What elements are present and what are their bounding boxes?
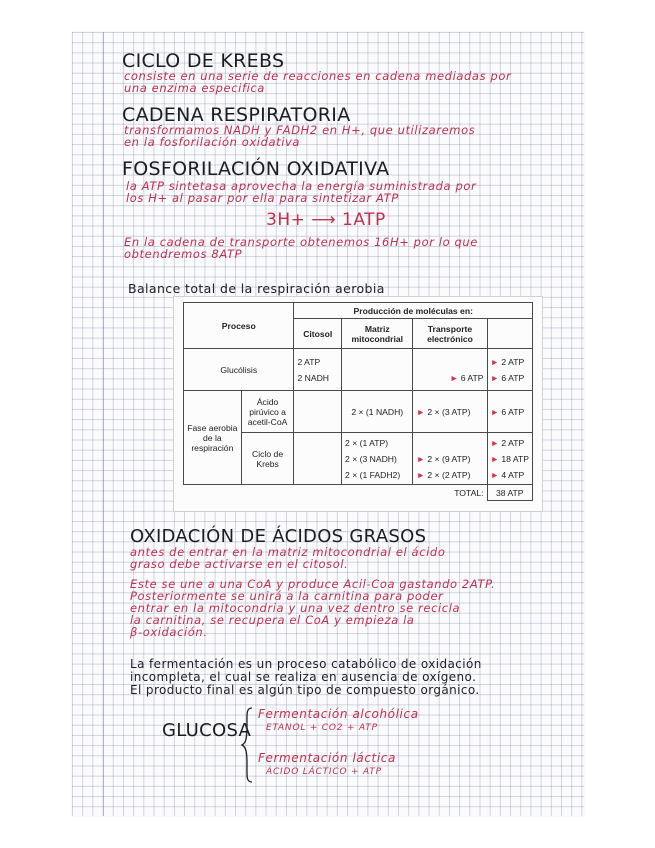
ciclo-matriz-1: 2 × (1 ATP) <box>345 437 389 448</box>
arrow-icon: ► <box>490 372 500 383</box>
cadena-title: CADENA RESPIRATORIA <box>122 104 351 126</box>
glu-matriz <box>342 349 413 391</box>
col-group: Producción de moléculas en: <box>294 303 533 319</box>
acido-total <box>487 391 533 433</box>
balance-table-image <box>173 296 543 512</box>
fosfo-formula: 3H+ ⟶ 1ATP <box>266 210 386 230</box>
arrow-icon: ► <box>490 406 500 417</box>
glu-citosol-nadh: 2 NADH <box>297 372 330 383</box>
oxidacion-text2: Este se une a una CoA y produce Acil-Coa gastando 2ATP. Posteriormente se unirá a la carnitina para poder entrar en la mitocondria y una vez dentro se recicla la carnitina, se recupera el CoA y empieza la β-oxidación. <box>130 577 496 639</box>
fermentacion-text: La fermentación es un proceso catabólico de oxidación incompleta, el cual se realiza en ausencia de oxígeno. El producto final es algún tipo de compuesto orgánico. <box>130 657 482 697</box>
ciclo-transporte <box>413 433 487 485</box>
row-fase: Fase aerobia de la respiración <box>184 391 242 485</box>
total-value: 38 ATP <box>487 485 533 501</box>
glu-transporte <box>413 349 487 391</box>
glu-citosol-atp: 2 ATP <box>297 356 321 367</box>
ciclo-total-1: 2 ATP <box>501 437 525 448</box>
acido-transporte <box>413 391 487 433</box>
row-ciclo: Ciclo de Krebs <box>241 433 294 485</box>
ciclo-total-2: 18 ATP <box>501 453 529 464</box>
krebs-text: consiste en una serie de reacciones en cadena mediadas por una enzima especifica <box>124 69 512 95</box>
branch1-products: ETANOL + CO2 + ATP <box>266 723 378 733</box>
acido-transporte-val: 2 × (3 ATP) <box>427 406 471 417</box>
balance-heading: Balance total de la respiración aerobia <box>128 281 385 296</box>
arrow-icon: ► <box>416 406 425 417</box>
glu-total-1: 2 ATP <box>501 356 525 367</box>
arrow-icon: ► <box>416 469 425 480</box>
fosfo-title: FOSFORILACIÓN OXIDATIVA <box>122 158 390 180</box>
ciclo-transporte-2: 2 × (2 ATP) <box>427 469 471 480</box>
cadena-text: transformamos NADH y FADH2 en H+, que utilizaremos en la fosforilación oxidativa <box>124 123 476 149</box>
col-total <box>487 319 533 349</box>
glu-transporte-atp: 6 ATP <box>460 372 484 383</box>
ciclo-matriz <box>342 433 413 485</box>
ciclo-total-3: 4 ATP <box>501 469 525 480</box>
glucosa-label: GLUCOSA <box>162 720 252 741</box>
acido-matriz: 2 × (1 NADH) <box>342 391 413 433</box>
ciclo-citosol <box>294 433 342 485</box>
col-transporte: Transporte electrónico <box>413 319 487 349</box>
branch2-title: Fermentación láctica <box>258 751 396 765</box>
arrow-icon: ► <box>449 372 459 383</box>
row-acido: Ácido pirúvico a acetil-CoA <box>241 391 294 433</box>
acido-citosol <box>294 391 342 433</box>
col-citosol: Citosol <box>294 319 342 349</box>
ciclo-matriz-2: 2 × (3 NADH) <box>345 453 397 464</box>
acido-total-val: 6 ATP <box>501 406 525 417</box>
margin-line <box>103 32 104 816</box>
arrow-icon: ► <box>490 356 500 367</box>
arrow-icon: ► <box>490 437 500 448</box>
arrow-icon: ► <box>490 469 500 480</box>
glu-total-2: 6 ATP <box>501 372 525 383</box>
ciclo-matriz-3: 2 × (1 FADH2) <box>345 469 401 480</box>
col-matriz: Matriz mitocondrial <box>342 319 413 349</box>
ciclo-total <box>487 433 533 485</box>
arrow-icon: ► <box>416 453 425 464</box>
glu-total <box>487 349 533 391</box>
branch2-products: ÁCIDO LÁCTICO + ATP <box>266 767 382 777</box>
col-proceso: Proceso <box>184 303 294 349</box>
brace-icon <box>240 706 254 784</box>
total-label: TOTAL: <box>184 485 488 501</box>
ciclo-transporte-1: 2 × (9 ATP) <box>427 453 471 464</box>
oxidacion-title: OXIDACIÓN DE ÁCIDOS GRASOS <box>130 526 427 547</box>
arrow-icon: ► <box>490 453 500 464</box>
krebs-title: CICLO DE KREBS <box>122 50 285 72</box>
balance-table <box>183 302 533 501</box>
branch1-title: Fermentación alcohólica <box>258 707 419 721</box>
row-glucolisis: Glucólisis <box>184 349 294 391</box>
oxidacion-text: antes de entrar en la matriz mitocondrial el ácido graso debe activarse en el citosol. <box>130 545 446 571</box>
fosfo-text: la ATP sintetasa aprovecha la energía suministrada por los H+ al pasar por ella para sintetizar ATP <box>126 179 477 205</box>
glu-citosol <box>294 349 342 391</box>
fosfo-text2: En la cadena de transporte obtenemos 16H+ por lo que obtendremos 8ATP <box>124 235 478 261</box>
